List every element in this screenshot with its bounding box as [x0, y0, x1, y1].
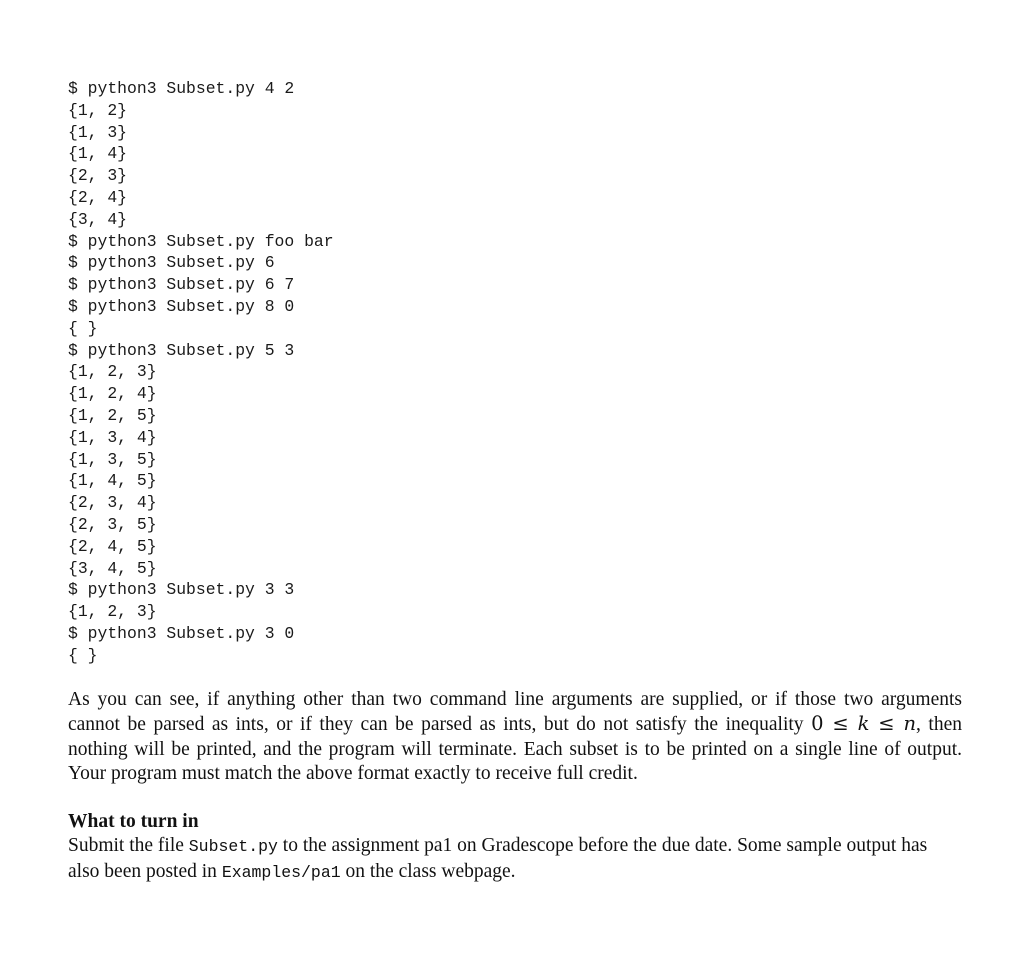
inequality-zero: 0 [811, 712, 824, 736]
terminal-output-line: {2, 4} [68, 187, 128, 207]
inequality-k: k [857, 712, 870, 736]
inequality-expression [811, 712, 916, 735]
terminal-output-line: {1, 2, 3} [68, 362, 157, 382]
terminal-command-line: $ python3 Subset.py 5 3 [68, 340, 295, 360]
inequality-leq-2: ≤ [869, 712, 904, 736]
terminal-output-line: {1, 2, 4} [68, 384, 157, 404]
terminal-output-line: { } [68, 318, 98, 338]
turn-in-text-3: on the class webpage. [340, 860, 516, 882]
turn-in-section [68, 810, 962, 885]
turn-in-examples-path: Examples/pa1 [221, 862, 341, 882]
inequality-n: n [903, 712, 917, 736]
terminal-command-line: $ python3 Subset.py 4 2 [68, 79, 295, 98]
turn-in-text [68, 834, 962, 885]
explanation-before-inequality: As you can see, if anything other than two command line arguments are supplied, or if those two arguments cannot be parsed as ints, or if they can be parsed as ints, but do not satisfy the inequality [68, 689, 962, 736]
terminal-output-line: {1, 4, 5} [68, 471, 157, 491]
explanation-paragraph [68, 688, 962, 786]
terminal-output-line: {2, 3, 5} [68, 514, 157, 534]
terminal-command-line: $ python3 Subset.py 6 7 [68, 275, 295, 295]
terminal-output [68, 78, 334, 667]
turn-in-heading: What to turn in [68, 811, 199, 832]
terminal-command-line: $ python3 Subset.py 6 [68, 253, 275, 273]
terminal-output-line: {1, 3, 5} [68, 449, 157, 469]
terminal-command-line: $ python3 Subset.py 3 3 [68, 580, 295, 600]
terminal-output-line: {1, 3} [68, 122, 128, 142]
terminal-output-line: {1, 2} [68, 100, 128, 120]
terminal-output-line: {1, 2, 5} [68, 405, 157, 425]
terminal-output-line: { } [68, 645, 98, 665]
terminal-command-line: $ python3 Subset.py 3 0 [68, 623, 295, 643]
terminal-command-line: $ python3 Subset.py foo bar [68, 231, 334, 251]
turn-in-text-1: Submit the file [68, 835, 189, 857]
turn-in-file-name: Subset.py [188, 837, 278, 857]
terminal-output-line: {2, 3} [68, 166, 128, 186]
turn-in-text-2: to the assignment pa1 on Gradescope before the due date. Some sample output has also been posted in [68, 835, 928, 882]
inequality-leq-1: ≤ [823, 712, 858, 736]
terminal-output-line: {1, 4} [68, 144, 128, 164]
terminal-output-line: {3, 4, 5} [68, 558, 157, 578]
terminal-output-line: {1, 2, 3} [68, 602, 157, 622]
terminal-output-line: {2, 4, 5} [68, 536, 157, 556]
terminal-output-line: {3, 4} [68, 209, 128, 229]
terminal-output-line: {1, 3, 4} [68, 427, 157, 447]
terminal-output-line: {2, 3, 4} [68, 493, 157, 513]
terminal-command-line: $ python3 Subset.py 8 0 [68, 296, 295, 316]
explanation-after-inequality: , then nothing will be printed, and the program will terminate. Each subset is to be printed on a single line of output. Your program must match the above format exactly to receive full credit. [68, 714, 962, 784]
explanation-text [68, 688, 962, 786]
